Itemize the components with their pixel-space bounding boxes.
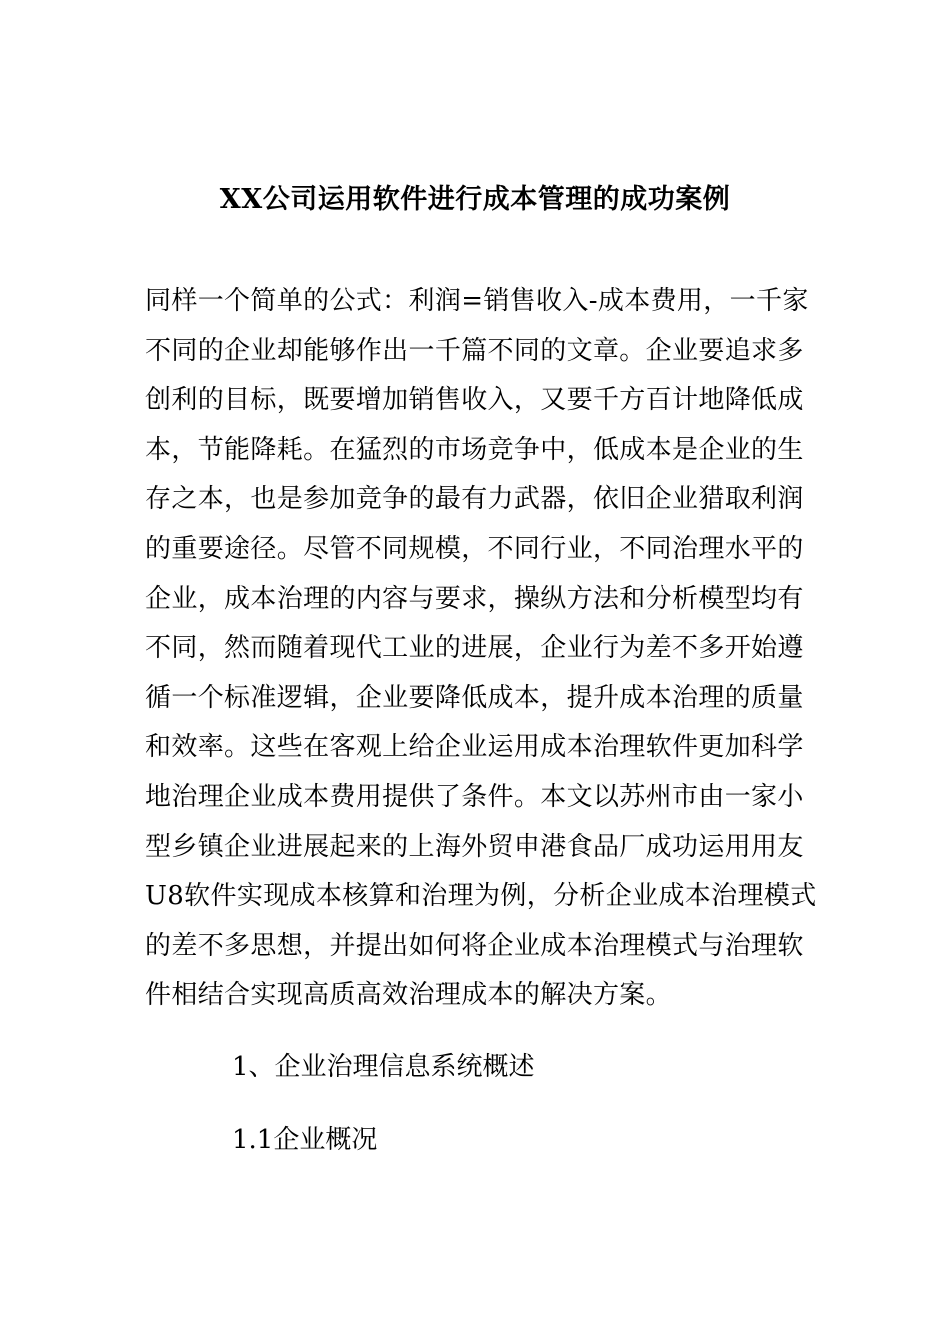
paragraph-line: 的差不多思想，并提出如何将企业成本治理模式与治理软 (145, 930, 804, 961)
subsection-heading: 1.1企业概况 (232, 1125, 378, 1155)
paragraph-line: 企业，成本治理的内容与要求，操纵方法和分析模型均有 (145, 583, 804, 614)
paragraph-line: 创利的目标，既要增加销售收入，又要千方百计地降低成 (145, 385, 804, 416)
paragraph-line: U8软件实现成本核算和治理为例，分析企业成本治理模式 (145, 881, 817, 912)
paragraph-line: 和效率。这些在客观上给企业运用成本治理软件更加科学 (145, 732, 804, 763)
section-heading: 1、企业治理信息系统概述 (232, 1052, 535, 1082)
paragraph-line: 不同的企业却能够作出一千篇不同的文章。企业要追求多 (145, 335, 804, 366)
body-paragraph (145, 282, 815, 1026)
paragraph-line: 件相结合实现高质高效治理成本的解决方案。 (145, 980, 673, 1011)
paragraph-line: 循一个标准逻辑，企业要降低成本，提升成本治理的质量 (145, 682, 804, 713)
paragraph-line: 不同，然而随着现代工业的进展，企业行为差不多开始遵 (145, 633, 804, 664)
paragraph-line: 的重要途径。尽管不同规模，不同行业，不同治理水平的 (145, 533, 804, 564)
document-title: XX公司运用软件进行成本管理的成功案例 (219, 184, 731, 215)
paragraph-line: 同样一个简单的公式：利润=销售收入-成本费用，一千家 (145, 286, 809, 316)
paragraph-line: 存之本，也是参加竞争的最有力武器，依旧企业猎取利润 (145, 484, 804, 515)
paragraph-line: 型乡镇企业进展起来的上海外贸申港食品厂成功运用用友 (145, 831, 804, 862)
paragraph-line: 地治理企业成本费用提供了条件。本文以苏州市由一家小 (145, 781, 804, 812)
paragraph-line: 本，节能降耗。在猛烈的市场竞争中，低成本是企业的生 (145, 434, 804, 465)
